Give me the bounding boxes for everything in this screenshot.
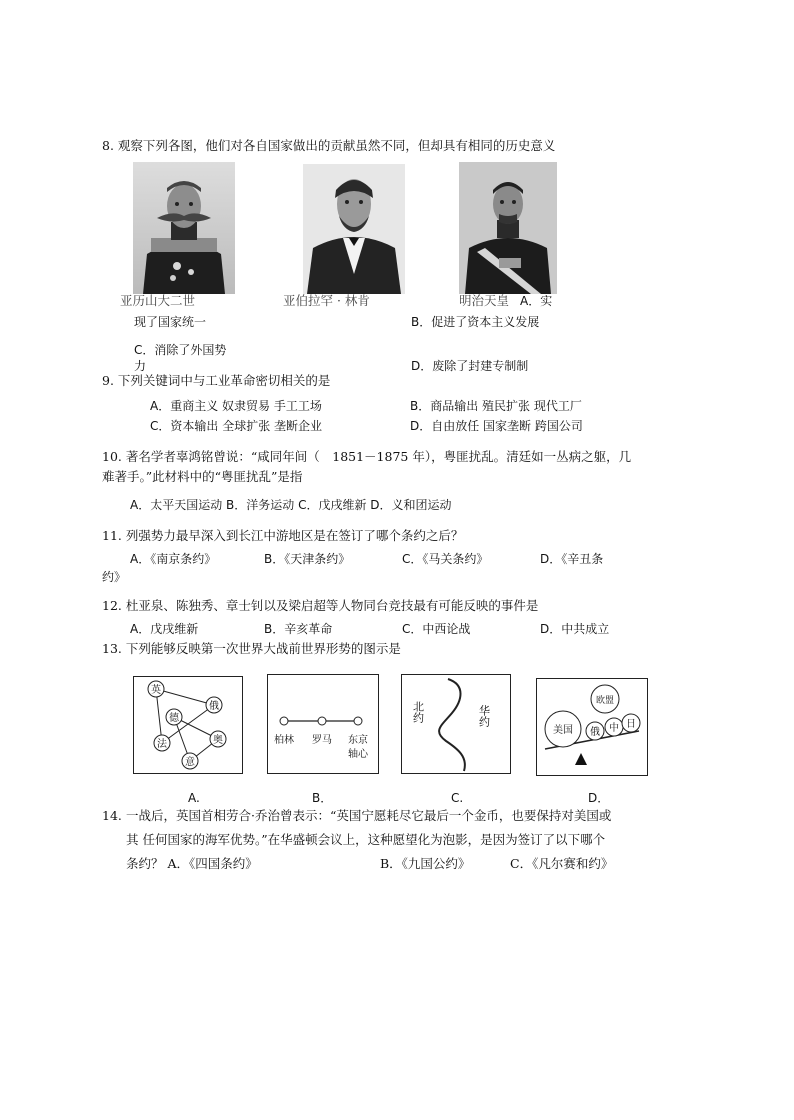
fig-b-note-axis: 轴心 (348, 749, 368, 760)
q10-line2: 难著手。”此材料中的“粤匪扰乱”是指 (102, 469, 303, 484)
q14-number: 14. (102, 808, 122, 823)
caption-lincoln: 亚伯拉罕 · 林肯 (283, 293, 370, 308)
fig-d-node-japan: 日 (626, 719, 636, 730)
portrait-lincoln (303, 164, 405, 294)
q9-stem: 9. 下列关键词中与工业革命密切相关的是 (102, 373, 331, 388)
q11-option-d: D．《辛丑条 (540, 552, 604, 566)
q11-stem: 11. 列强势力最早深入到长江中游地区是在签订了哪个条约之后？ (102, 528, 464, 543)
fig-c-label-nato: 北约 (411, 701, 425, 723)
fig-a-node-russia: 俄 (209, 701, 219, 712)
fig-a-node-austria: 奥 (213, 735, 223, 746)
fig-b-node-berlin: 柏林 (274, 735, 294, 746)
q12-option-a: A．戊戌维新 (130, 622, 199, 636)
fig-d-node-china: 中 (609, 723, 619, 734)
q9-option-a: A．重商主义 奴隶贸易 手工工场 (150, 399, 322, 413)
fig-b-node-rome: 罗马 (312, 735, 332, 746)
q13-stem: 13. 下列能够反映第一次世界大战前世界形势的图示是 (102, 641, 401, 656)
q12-stem: 12. 杜亚泉、陈独秀、章士钊以及梁启超等人物同台竞技最有可能反映的事件是 (102, 598, 539, 613)
q11-option-d-cont: 约》 (102, 570, 127, 584)
figure-d-multipolar (536, 678, 648, 776)
fig-d-node-russia: 俄 (590, 727, 600, 738)
q14-line3: 条约？ A．《四国条约》 (126, 856, 258, 871)
fig-d-node-eu: 欧盟 (595, 696, 615, 706)
fig-a-label: A. (188, 791, 200, 805)
figure-c-blocs (401, 674, 511, 774)
q9-option-c: C．资本输出 全球扩张 垄断企业 (150, 419, 323, 433)
fig-a-node-britain: 英 (151, 685, 161, 696)
q8-stem: 8. 观察下列各图，他们对各自国家做出的贡献虽然不同，但却具有相同的历史意义 (102, 138, 556, 153)
q14-option-b: B．《九国公约》 (380, 856, 471, 871)
q8-option-a-prefix: A．实 (520, 294, 553, 308)
figure-b-axis (267, 674, 379, 774)
q14-line2: 其 任何国家的海军优势。”在华盛顿会议上，这种愿望化为泡影，是因为签订了以下哪个 (126, 832, 606, 847)
q12-option-b: B．辛亥革命 (264, 622, 333, 636)
q12-option-d: D．中共成立 (540, 622, 610, 636)
portrait-meiji (459, 162, 557, 294)
q11-option-b: B．《天津条约》 (264, 552, 351, 566)
fig-a-node-germany: 德 (169, 713, 179, 724)
fig-b-label: B． (312, 791, 333, 805)
figure-a-alliances (133, 676, 243, 774)
q8-option-b: B．促进了资本主义发展 (411, 315, 540, 329)
q12-option-c: C．中西论战 (402, 622, 471, 636)
q9-option-b: B．商品输出 殖民扩张 现代工厂 (410, 399, 582, 413)
fig-a-node-italy: 意 (185, 757, 195, 768)
portrait-alexander-ii (133, 162, 235, 294)
q14-line1: 一战后，英国首相劳合·乔治曾表示：“英国宁愿耗尽它最后一个金币，也要保持对美国或 (126, 808, 612, 823)
q11-option-a: A．《南京条约》 (130, 552, 217, 566)
caption-alexander-ii: 亚历山大二世 (120, 293, 196, 308)
fig-b-node-tokyo: 东京 (348, 735, 368, 746)
fig-d-label: D． (588, 791, 610, 805)
fig-c-label: C. (451, 791, 464, 805)
fig-a-node-france: 法 (157, 739, 167, 750)
q8-option-a: 现了国家统一 (134, 315, 207, 329)
q8-option-c: C．消除了外国势力 (134, 343, 227, 373)
fig-c-label-warsaw: 华约 (477, 705, 491, 727)
fig-d-node-usa: 美国 (553, 725, 573, 736)
q10-options: A．太平天国运动 B．洋务运动 C．戊戌维新 D．义和团运动 (130, 498, 452, 512)
q11-option-c: C．《马关条约》 (402, 552, 489, 566)
q9-option-d: D．自由放任 国家垄断 跨国公司 (410, 419, 583, 433)
caption-meiji: 明治天皇 (459, 293, 510, 308)
q14-option-c: C．《凡尔赛和约》 (510, 856, 614, 871)
q10-line1: 10. 著名学者辜鸿铭曾说：“咸同年间（ 1851－1875 年），粤匪扰乱。清廷如一丛病之躯，几 (102, 449, 632, 464)
q8-option-d: D．废除了封建专制制 (411, 359, 529, 373)
